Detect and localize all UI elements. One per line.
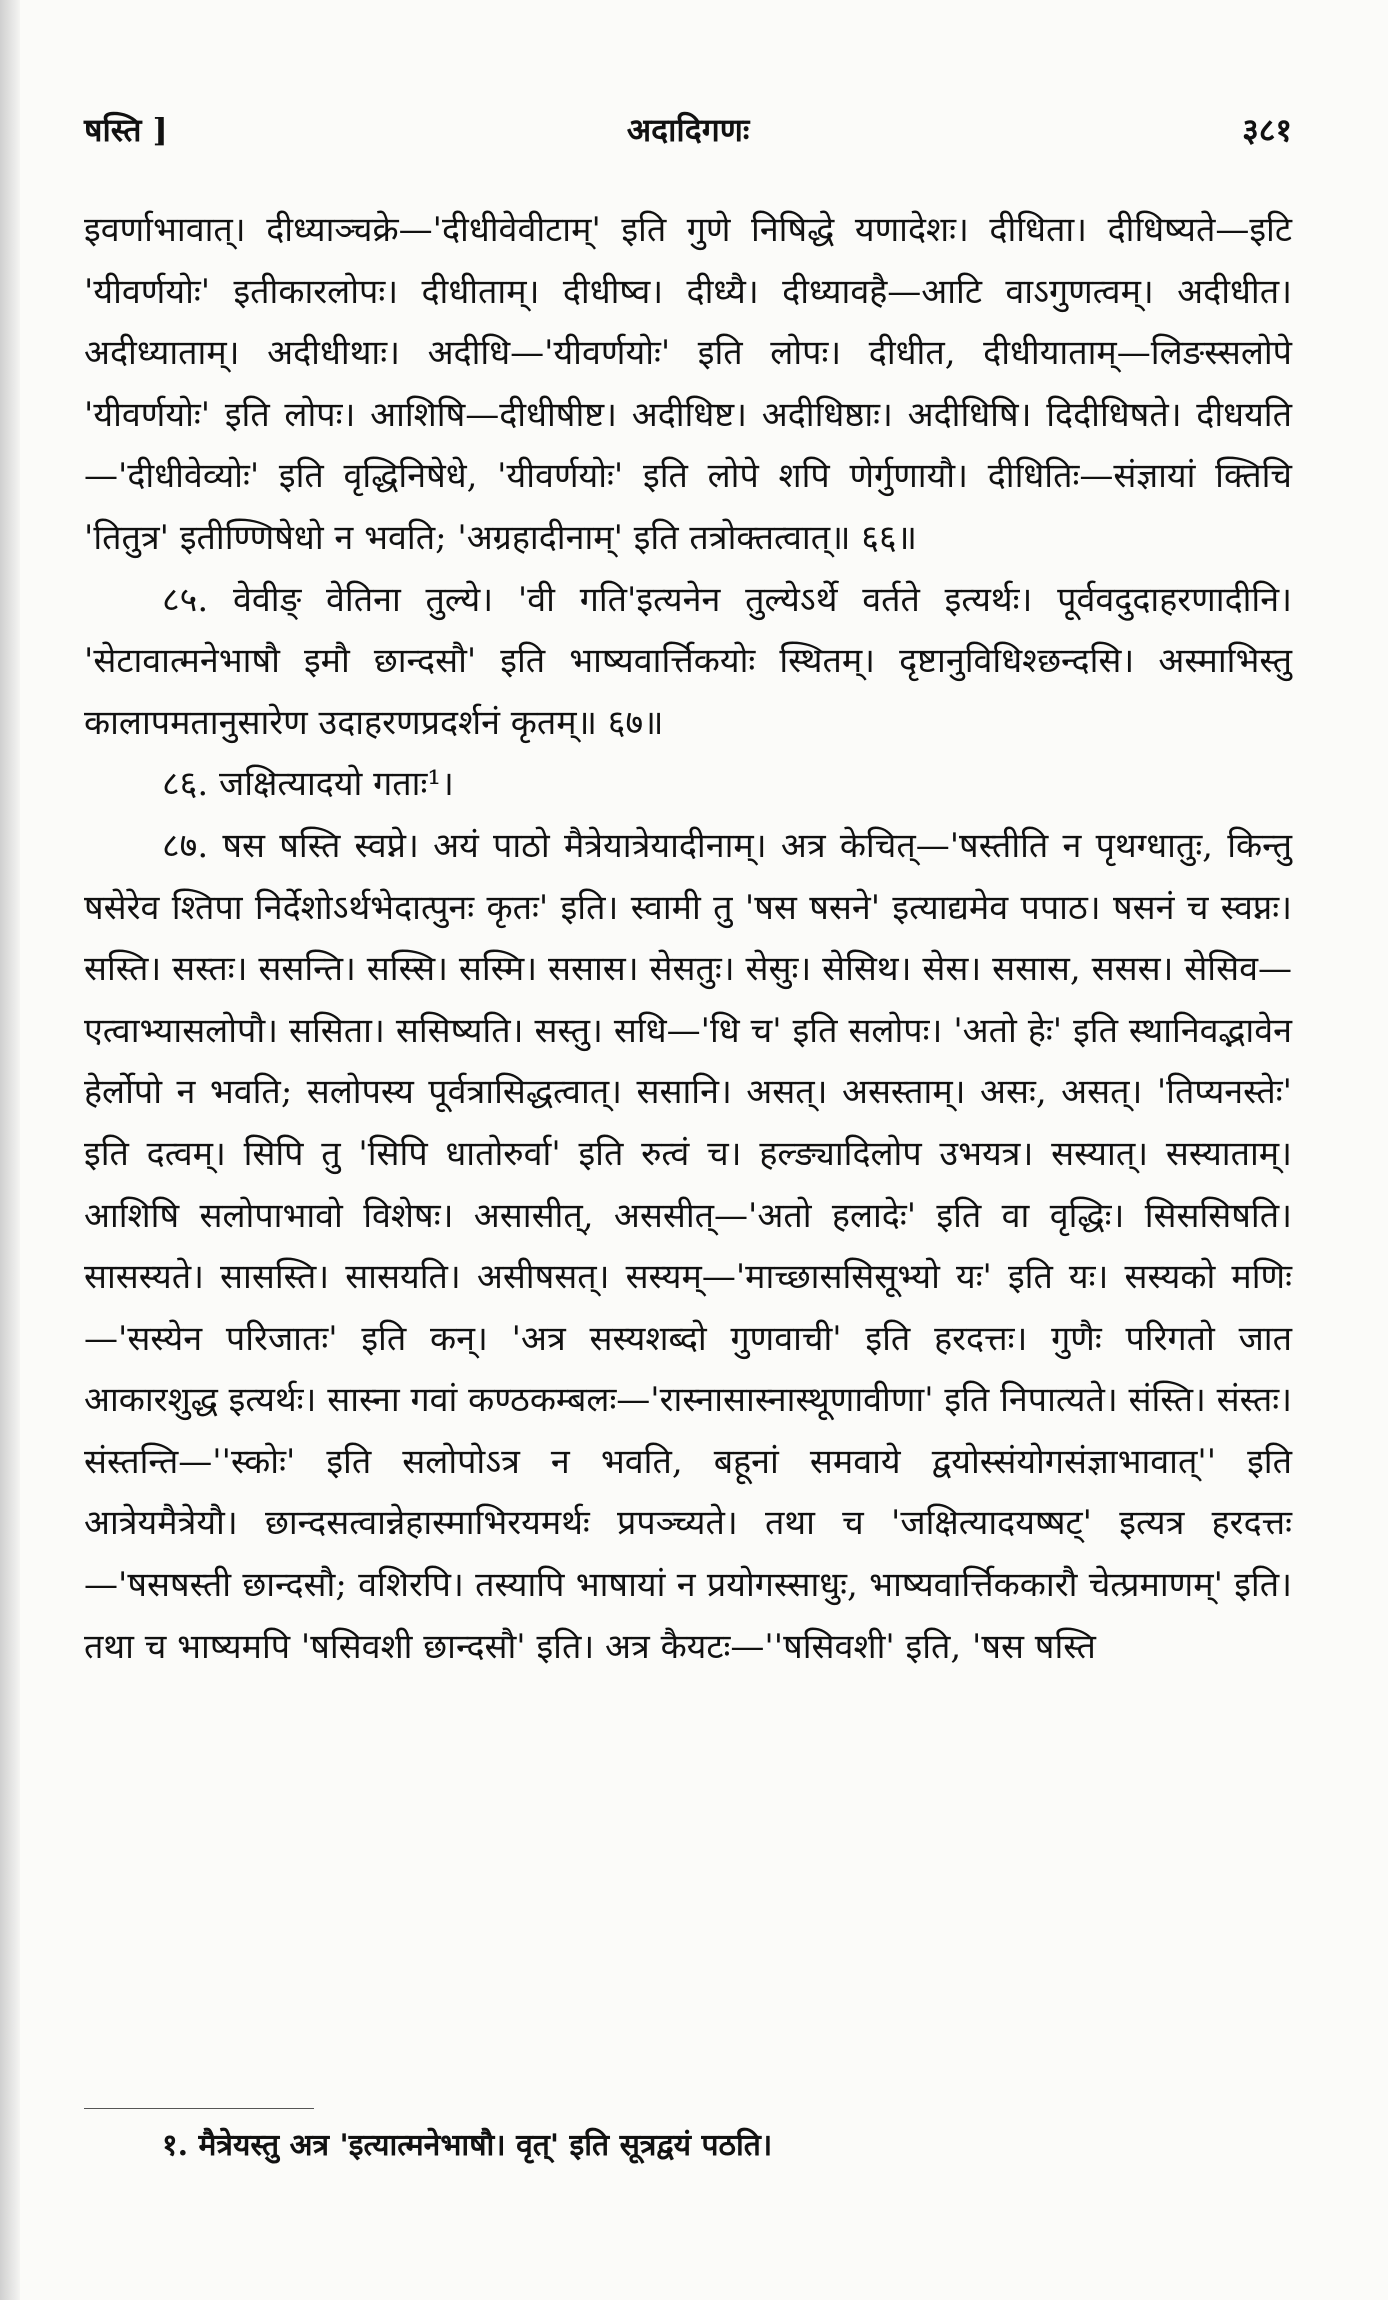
paragraph-4: ८७. षस षस्ति स्वप्ने। अयं पाठो मैत्रेयात्रेयादीनाम्। अत्र केचित्—'षस्तीति न पृथग्धातुः, किन्तु षसेरेव श्तिपा निर्देशोऽर्थभेदात्पुनः कृतः' इति। स्वामी तु 'षस षसने' इत्याद्यमेव पपाठ। षसनं च स्वप्नः। सस्ति। सस्तः। ससन्ति। सस्सि। सस्मि। ससास। सेसतुः। सेसुः। सेसिथ। सेस। ससास, ससस। सेसिव—एत्वाभ्यासलोपौ। ससिता। ससिष्यति। सस्तु। सधि—'धि च' इति सलोपः। 'अतो हेः' इति स्थानिवद्भावेन हेर्लोपो न भवति; सलोपस्य पूर्वत्रासिद्धत्वात्। ससानि। असत्। असस्ताम्। असः, असत्। 'तिप्यनस्तेः' इति दत्वम्। सिपि तु 'सिपि धातोरुर्वा' इति रुत्वं च। हल्ङ्यादिलोप उभयत्र। सस्यात्। सस्याताम्। आशिषि सलोपाभावो विशेषः। असासीत्, अससीत्—'अतो हलादेः' इति वा वृद्धिः। सिससिषति। सासस्यते। सासस्ति। सासयति। असीषसत्। सस्यम्—'माच्छाससिसूभ्यो यः' इति यः। सस्यको मणिः—'सस्येन परिजातः' इति कन्। 'अत्र सस्यशब्दो गुणवाची' इति हरदत्तः। गुणैः परिगतो जात आकारशुद्ध इत्यर्थः। सास्ना गवां कण्ठकम्बलः—'रास्नासास्नास्थूणावीणा' इति निपात्यते। संस्ति। संस्तः। संस्तन्ति—''स्कोः' इति सलोपोऽत्र न भवति, बहूनां समवाये द्वयोस्संयोगसंज्ञाभावात्'' इति आत्रेयमैत्रेयौ। छान्दसत्वान्नेहास्माभिरयमर्थः प्रपञ्च्यते। तथा च 'जक्षित्यादयष्षट्' इत्यत्र हरदत्तः—'षसषस्ती छान्दसौ; वशिरपि। तस्यापि भाषायां न प्रयोगस्साधुः, भाष्यवार्त्तिककारौ चेत्प्रमाणम्' इति। तथा च भाष्यमपि 'षसिवशी छान्दसौ' इति। अत्र कैयटः—''षसिवशी' इति, 'षस षस्ति [84, 825, 1292, 1667]
footnote-divider [84, 2108, 314, 2109]
header-left-title: षस्ति ] [84, 111, 168, 149]
paragraph-1: इवर्णाभावात्। दीध्याञ्चक्रे—'दीधीवेवीटाम्' इति गुणे निषिद्धे यणादेशः। दीधिता। दीधिष्यते—इटि 'यीवर्णयोः' इतीकारलोपः। दीधीताम्। दीधीष्व। दीध्यै। दीध्यावहै—आटि वाऽगुणत्वम्। अदीधीत। अदीध्याताम्। अदीधीथाः। अदीधि—'यीवर्णयोः' इति लोपः। दीधीत, दीधीयाताम्—लिङस्सलोपे 'यीवर्णयोः' इति लोपः। आशिषि—दीधीषीष्ट। अदीधिष्ट। अदीधिष्ठाः। अदीधिषि। दिदीधिषते। दीधयति—'दीधीवेव्योः' इति वृद्धिनिषेधे, 'यीवर्णयोः' इति लोपे शपि णेर्गुणायौ। दीधितिः—संज्ञायां क्तिचि 'तितुत्र' इतीण्णिषेधो न भवति; 'अग्रहादीनाम्' इति तत्रोक्तत्वात्॥ ६६॥ [84, 210, 1292, 558]
page-number: ३८१ [1242, 111, 1292, 149]
running-header [84, 108, 1292, 158]
footnote: १. मैत्रेयस्तु अत्र 'इत्यात्मनेभाषौ। वृत्' इति सूत्रद्वयं पठति। [162, 2128, 773, 2163]
header-section-title: अदादिगणः [626, 111, 750, 149]
body-text [84, 200, 1292, 1678]
paragraph-2: ८५. वेवीङ् वेतिना तुल्ये। 'वी गति'इत्यनेन तुल्येऽर्थे वर्तते इत्यर्थः। पूर्ववदुदाहरणादीनि। 'सेटावात्मनेभाषौ इमौ छान्दसौ' इति भाष्यवार्त्तिकयोः स्थितम्। दृष्टानुविधिश्छन्दसि। अस्माभिस्तु कालापमतानुसारेण उदाहरणप्रदर्शनं कृतम्॥ ६७॥ [84, 579, 1292, 743]
page-binding-shadow [0, 0, 20, 2300]
paragraph-3: ८६. जक्षित्यादयो गताः¹। [162, 764, 454, 805]
